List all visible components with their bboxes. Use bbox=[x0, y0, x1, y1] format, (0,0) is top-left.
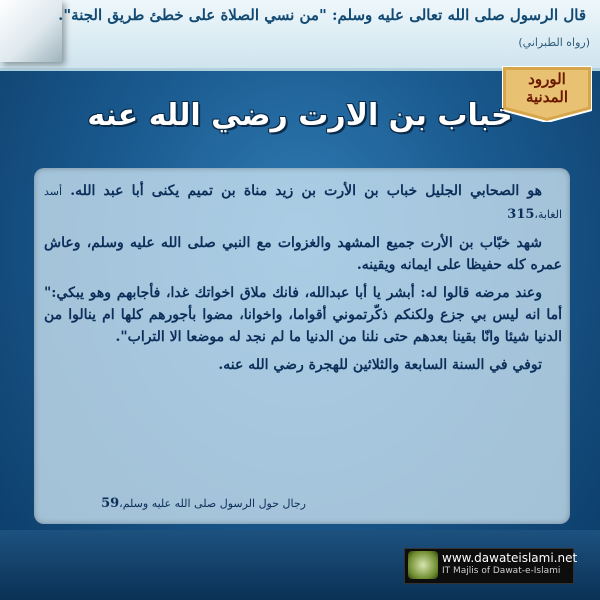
dawateislami-logo-icon bbox=[408, 551, 438, 579]
page-title: خباب بن الارت رضي الله عنه bbox=[87, 98, 513, 133]
paragraph-4: توفي في السنة السابعة والثلاثين للهجرة رضي الله عنه. bbox=[218, 357, 542, 373]
ribbon-line-2: المدنية bbox=[525, 88, 569, 106]
paragraph-1 bbox=[44, 180, 562, 226]
paragraph-1-ref: أسد الغابة، bbox=[44, 185, 562, 221]
paragraph-1-ref-number: 315 bbox=[507, 207, 535, 222]
source-reference-number: 59 bbox=[101, 496, 120, 511]
hadith-quote: قال الرسول صلى الله تعالى عليه وسلم: "من نسي الصلاة على خطئ طريق الجنة". bbox=[58, 6, 586, 24]
paragraph-2: شهد خبّاب بن الأرت جميع المشهد والغزوات مع النبي صلى الله عليه وسلم، وعاش عمره كله حفيظا على ايمانه ويقينه. bbox=[44, 235, 562, 273]
paragraph-1-text: هو الصحابي الجليل خباب بن الأرت بن زيد مناة بن تميم يكنى أبا عبد الله. bbox=[70, 183, 542, 199]
branding-subtitle: IT Majlis of Dawat-e-Islami bbox=[442, 566, 561, 576]
page-curl-corner bbox=[0, 0, 62, 62]
source-reference bbox=[46, 496, 306, 511]
paragraph-3: وعند مرضه قالوا له: أبشر يا أبا عبدالله، فانك ملاق اخواتك غدا، فأجابهم وهو يبكي:" أما انه ليس بي جزع ولكنكم ذكّرتموني أقواما، واخوانا، مضوا بأجورهم كلها ام ينالوا من الدنيا شيئا وانّا بقينا بعدهم حتى نلنا من الدنيا ما لم نجد له موضعا الا التراب". bbox=[44, 285, 562, 345]
source-reference-text: رجال حول الرسول صلى الله عليه وسلم، bbox=[119, 497, 306, 510]
website-link[interactable]: www.dawateislami.net bbox=[442, 551, 578, 565]
hadith-reference: (رواه الطبراني) bbox=[518, 36, 590, 49]
article-body bbox=[44, 180, 562, 382]
ribbon-line-1: الورود bbox=[528, 70, 566, 88]
